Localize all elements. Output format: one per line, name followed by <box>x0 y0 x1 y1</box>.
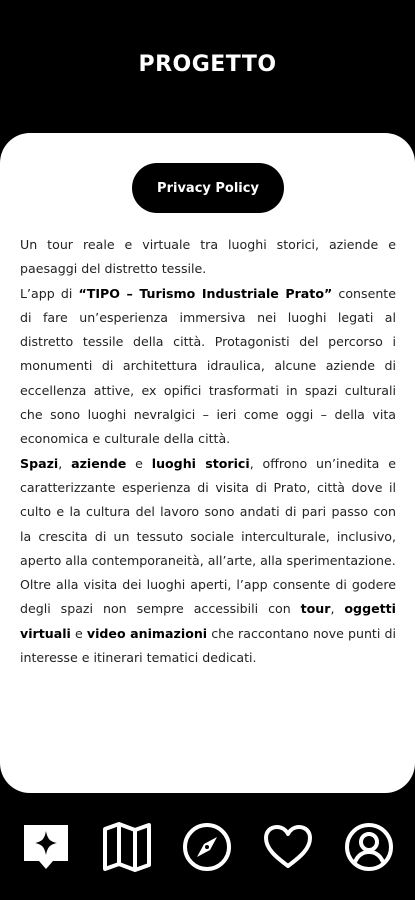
sparkle-chat-icon <box>20 821 72 873</box>
text-segment: , <box>330 601 345 617</box>
text-segment: consente di fare un’esperienza immersiva nei luoghi legati al distretto tessile della città. Protagonisti del percorso i monumenti di architettura idraulica, alcune aziende di eccellenza attive, ex opifici trasformati in spazi culturali che sono luoghi nevralgici – ieri come oggi – della vita economica e culturale della città. <box>20 285 396 447</box>
nav-explore[interactable] <box>179 819 235 875</box>
description-paragraph <box>20 452 396 573</box>
text-segment: e <box>126 455 152 471</box>
text-segment: , offrono un’inedita e caratterizzante esperienza di visita di Prato, città dove il culto e la cultura del lavoro sono andati di pari passo con la crescita di un tessuto sociale interculturale, inclusivo, aperto alla contemporaneità, all’arte, alla sperimentazione. <box>20 455 396 568</box>
nav-project[interactable] <box>18 819 74 875</box>
text-segment: , <box>58 455 72 471</box>
bold-text: tour <box>300 601 331 617</box>
text-segment: Oltre alla visita dei luoghi aperti, l’app consente di godere degli spazi non sempre accessibili con <box>20 577 396 617</box>
text-segment: che raccontano nove punti di interesse e itinerari tematici dedicati. <box>20 625 396 666</box>
bold-text: “TIPO – Turismo Industriale Prato” <box>78 285 333 301</box>
app-header <box>0 0 415 135</box>
user-icon <box>343 821 395 873</box>
bold-text: oggetti virtuali <box>20 601 396 641</box>
text-segment: L’app di <box>20 285 79 301</box>
bold-text: luoghi storici <box>151 455 250 471</box>
description-paragraph <box>20 233 396 282</box>
nav-map[interactable] <box>99 819 155 875</box>
bold-text: Spazi <box>20 455 59 471</box>
project-description <box>20 233 396 670</box>
compass-icon <box>181 821 233 873</box>
page-title: PROGETTO <box>138 52 277 77</box>
bottom-nav <box>0 793 415 900</box>
content-card <box>0 133 415 793</box>
bold-text: aziende <box>71 455 127 471</box>
description-paragraph <box>20 573 396 670</box>
nav-profile[interactable] <box>341 819 397 875</box>
privacy-policy-button[interactable]: Privacy Policy <box>132 163 284 213</box>
heart-icon <box>262 821 314 873</box>
text-segment: Un tour reale e virtuale tra luoghi storici, aziende e paesaggi del distretto tessile. <box>20 237 396 277</box>
description-paragraph <box>20 282 396 452</box>
text-segment: e <box>70 625 87 641</box>
map-icon <box>101 821 153 873</box>
bold-text: video animazioni <box>86 625 208 641</box>
nav-favorites[interactable] <box>260 819 316 875</box>
